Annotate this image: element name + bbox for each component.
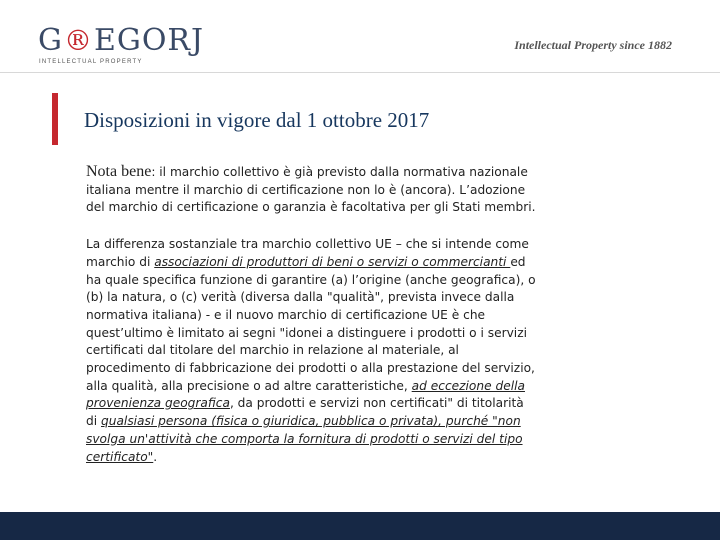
logo-text-left: G [38,23,63,58]
note-paragraph [86,163,536,217]
main-paragraph [86,236,536,466]
logo-subtitle: INTELLECTUAL PROPERTY [39,59,143,65]
paragraph-emphasis-2: ad eccezione della provenienza geografica [86,378,525,411]
title-accent-bar [52,93,58,145]
paragraph-text-2: ed ha quale specifica funzione di garantire (a) l’origine (anche geografica), o (b) la natura, o (c) verità (diversa dalla "qualità", prevista invece dalla normativa italiana) - e il nuovo marchio di certificazione UE è che quest’ultimo è limitato ai segni "idonei a distinguere i prodotti o i servizi certificati dal titolare del marchio in relazione al materiale, al procedimento di fabbricazione dei prodotti o alla prestazione del servizio, alla qualità, alla precisione o ad altre caratteristiche, [86,254,536,393]
slide-title: Disposizioni in vigore dal 1 ottobre 2017 [84,108,430,132]
paragraph-emphasis-3: qualsiasi persona (fisica o giuridica, pubblica o privata), purché "non svolga un'attività che comporta la fornitura di prodotti o servizi del tipo certificato" [86,414,523,464]
logo-text-right: EGORJ [93,23,205,58]
paragraph-text-1: La differenza sostanziale tra marchio collettivo UE – che si intende come marchio di [86,237,529,269]
header-tagline: Intellectual Property since 1882 [514,38,672,52]
footer-bar [0,512,720,540]
paragraph-text-3: , da prodotti e servizi non certificati" di titolarità di [86,396,524,429]
company-logo [38,23,205,65]
paragraph-text-4: . [153,449,158,464]
note-text: : il marchio collettivo è già previsto dalla normativa nazionale italiana mentre il marchio di certificazione non lo è (ancora). L’adozione del marchio di certificazione o garanzia è facoltativa per gli Stati membri. [86,165,536,215]
header-divider [0,72,720,73]
registered-mark-icon: ® [63,24,93,57]
note-label: Nota bene [86,163,152,180]
slide-body [86,163,536,466]
paragraph-emphasis-1: associazioni di produttori di beni o servizi o commercianti [154,254,511,269]
logo-wordmark [38,23,205,58]
